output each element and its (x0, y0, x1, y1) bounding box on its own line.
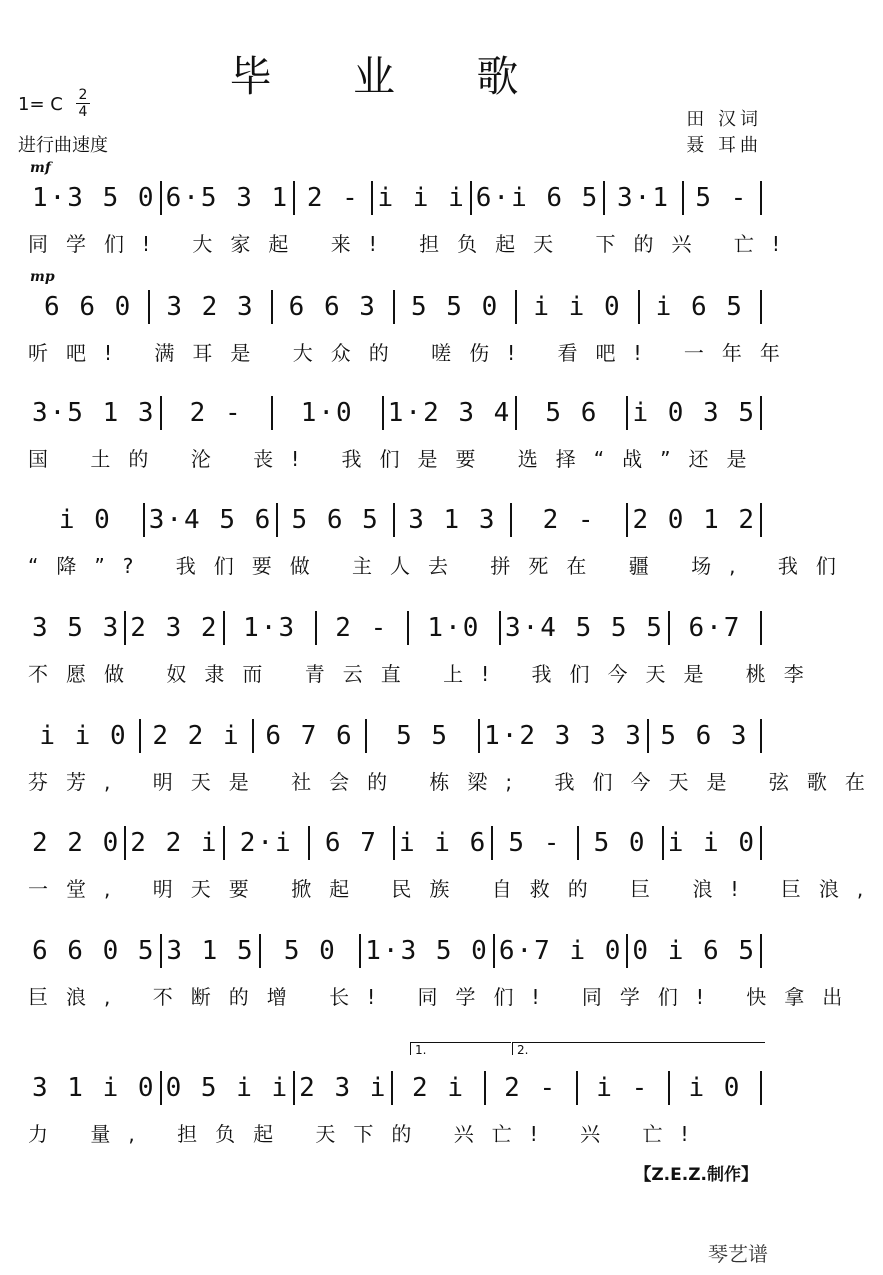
key-signature: 1= C (18, 94, 63, 115)
lyric-line: “降”? 我们要做 主人去 拼死在 疆 场, 我们 (28, 554, 854, 578)
measure: 5 0 (261, 934, 361, 968)
notation-line (28, 716, 762, 756)
lyric-line: 芬芳, 明天是 社会的 栋梁; 我们今天是 弦歌在 (28, 770, 883, 794)
measure: 5 0 (579, 826, 664, 860)
measure: 2·i (225, 826, 310, 860)
lyric-line: 同学们! 大家起 来! 担负起天 下的兴 亡! (28, 232, 798, 256)
measure: 6·7 i 0 (495, 934, 629, 968)
measure: 2 3 2 (126, 611, 224, 645)
score-row (28, 823, 882, 901)
measure: i i 0 (28, 719, 141, 753)
measure: 3·4 5 5 5 (501, 611, 670, 645)
notation-line (28, 931, 762, 971)
measure: 6 6 0 (28, 290, 150, 324)
measure: 6·7 (670, 611, 762, 645)
measure: i i i (373, 181, 471, 215)
measure: 3·1 (605, 181, 683, 215)
lyric-line: 一堂, 明天要 掀起 民族 自救的 巨 浪! 巨浪, (28, 877, 882, 901)
measure: 3 2 3 (150, 290, 272, 324)
measure: 3 1 3 (395, 503, 512, 537)
measure: 1·0 (409, 611, 501, 645)
measure: 0 i 6 5 (628, 934, 762, 968)
measure: 2 2 i (141, 719, 254, 753)
site-logo: 琴艺谱 (708, 1242, 768, 1266)
measure: 6 6 3 (273, 290, 395, 324)
measure: 2 - (317, 611, 409, 645)
notation-line (28, 608, 762, 648)
measure: 1·2 3 4 (384, 396, 518, 430)
dynamic-mark: mf (30, 160, 51, 176)
time-top: 2 (78, 87, 88, 103)
measure: 2 0 1 2 (628, 503, 762, 537)
measure: 6 7 (310, 826, 395, 860)
measure: 1·3 5 0 (361, 934, 495, 968)
time-bottom: 4 (78, 104, 88, 120)
lyric-line: 力 量, 担负起 天下的 兴亡! 兴 亡! (28, 1122, 707, 1146)
measure: 6·i 6 5 (472, 181, 606, 215)
lyric-line: 国 土的 沦 丧! 我们是要 选择“战”还是 (28, 447, 765, 471)
notation-line (28, 1068, 762, 1108)
measure: 5 6 5 (278, 503, 395, 537)
score-row (28, 393, 765, 471)
maker-stamp: 【Z.E.Z.制作】 (634, 1165, 758, 1185)
composer-credit: 聂 耳曲 (686, 135, 762, 156)
measure: 6·5 3 1 (162, 181, 296, 215)
lyric-line: 巨浪, 不断的增 长! 同学们! 同学们! 快拿出 (28, 985, 861, 1009)
notation-line (28, 178, 762, 218)
measure: 5 6 3 (649, 719, 762, 753)
song-title: 毕 业 歌 (229, 52, 553, 101)
notation-line (28, 823, 762, 863)
measure: 5 5 (367, 719, 480, 753)
measure: i i 6 (395, 826, 493, 860)
measure: 2 - (486, 1071, 578, 1105)
measure: 2 2 i (126, 826, 224, 860)
second-ending-bracket: 2. (512, 1042, 765, 1055)
lyric-line: 不愿做 奴隶而 青云直 上! 我们今天是 桃李 (28, 662, 822, 686)
measure: 6 7 6 (254, 719, 367, 753)
time-signature (76, 88, 90, 119)
lyric-line: 听吧! 满耳是 大众的 嗟伤! 看吧! 一年年 (28, 341, 798, 365)
measure: 1·2 3 3 3 (480, 719, 649, 753)
measure: 3·5 1 3 (28, 396, 162, 430)
lyricist-credit: 田 汉词 (686, 109, 762, 130)
notation-line (28, 287, 762, 327)
measure: 3·4 5 6 (145, 503, 279, 537)
score-row (28, 608, 822, 686)
measure: i i 0 (664, 826, 762, 860)
measure: 1·3 (225, 611, 317, 645)
measure: i i 0 (517, 290, 639, 324)
measure: 5 - (493, 826, 578, 860)
measure: 2 - (295, 181, 373, 215)
tempo-marking: 进行曲速度 (18, 135, 108, 156)
measure: i 6 5 (640, 290, 762, 324)
first-ending-bracket: 1. (410, 1042, 511, 1055)
measure: 5 5 0 (395, 290, 517, 324)
measure: 3 5 3 (28, 611, 126, 645)
measure: i 0 3 5 (628, 396, 762, 430)
measure: 6 6 0 5 (28, 934, 162, 968)
measure: 1·3 5 0 (28, 181, 162, 215)
dynamic-mark: mp (30, 269, 55, 285)
score-row (28, 160, 798, 256)
measure: 5 - (684, 181, 762, 215)
score-row (28, 931, 861, 1009)
measure: 1·0 (273, 396, 384, 430)
measure: 5 6 (517, 396, 628, 430)
score-row (28, 1068, 762, 1146)
measure: i 0 (28, 503, 145, 537)
measure: 3 1 5 (162, 934, 262, 968)
measure: 0 5 i i (162, 1071, 296, 1105)
notation-line (28, 393, 762, 433)
measure: 2 - (512, 503, 629, 537)
score-row (28, 500, 854, 578)
score-row (28, 269, 798, 365)
measure: i 0 (670, 1071, 762, 1105)
measure: 2 i (393, 1071, 485, 1105)
measure: 2 - (162, 396, 273, 430)
measure: i - (578, 1071, 670, 1105)
measure: 3 1 i 0 (28, 1071, 162, 1105)
measure: 2 2 0 (28, 826, 126, 860)
measure: 2 3 i (295, 1071, 393, 1105)
score-row (28, 716, 883, 794)
notation-line (28, 500, 762, 540)
